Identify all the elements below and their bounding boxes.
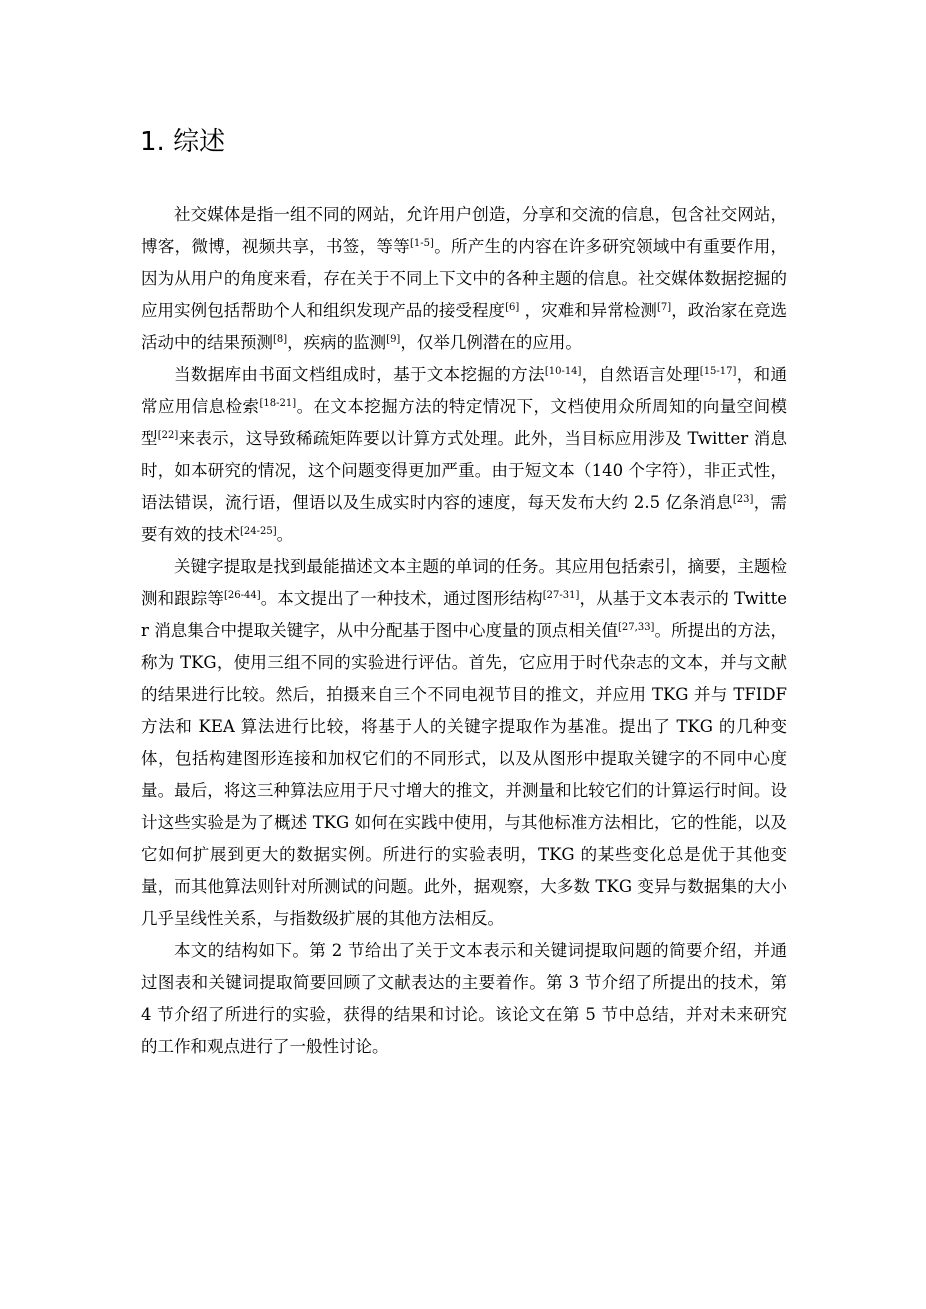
- paragraph-text: 来表示，这导致稀疏矩阵要以计算方式处理。此外，当目标应用涉及 Twitter 消息时，如本研究的情况，这个问题变得更加严重。由于短文本（140 个字符），非正式性，语法错误，流行语，俚语以及生成实时内容的速度，每天发布大约 2.5 亿条消息: [141, 429, 787, 512]
- paragraph-text: ，需要有效的技术: [141, 493, 787, 544]
- paragraph-text: ，灾难和异常检测: [519, 301, 657, 320]
- paragraph-text: ，政治家在竞选活动中的结果预测: [141, 301, 788, 352]
- section-number: 1.: [140, 127, 165, 157]
- citation-ref: [27,33]: [618, 622, 655, 633]
- citation-ref: [26-44]: [223, 590, 261, 601]
- citation-ref: [22]: [157, 430, 179, 441]
- body-text: [141, 199, 787, 1063]
- citation-ref: [23]: [732, 494, 754, 505]
- paragraph-text: 。本文提出了一种技术，通过图形结构: [260, 589, 543, 608]
- citation-ref: [7]: [656, 302, 672, 313]
- citation-ref: [6]: [505, 302, 520, 313]
- paragraph-keyword-extraction: [141, 551, 787, 935]
- paragraph-text: 本文的结构如下。第 2 节给出了关于文本表示和关键词提取问题的简要介绍，并通过图表和关键词提取简要回顾了文献表达的主要着作。第 3 节介绍了所提出的技术，第 4 节介绍了所进行的实验，获得的结果和讨论。该论文在第 5 节中总结，并对未来研究的工作和观点进行了一般性讨论。: [141, 941, 787, 1056]
- paragraph-text: 。: [276, 525, 294, 544]
- section-title: 综述: [173, 127, 226, 157]
- paragraph-text: ，疾病的监测: [287, 333, 387, 352]
- paragraph-text: 当数据库由书面文档组成时，基于文本挖掘的方法: [174, 365, 545, 384]
- paragraph-intro: [141, 199, 787, 359]
- paragraph-text: ，仅举几例潜在的应用。: [400, 333, 582, 352]
- section-heading: [140, 122, 225, 162]
- paragraph-text: 社交媒体是指一组不同的网站，允许用户创造，分享和交流的信息，包含社交网站，博客，微博，视频共享，书签，等等: [141, 205, 787, 256]
- paragraph-text: ，自然语言处理: [581, 365, 700, 384]
- citation-ref: [10-14]: [544, 366, 582, 377]
- paragraph-text: ，和通常应用信息检索: [141, 365, 788, 416]
- citation-ref: [1-5]: [410, 238, 434, 249]
- paragraph-text-mining: [141, 359, 787, 551]
- paragraph-text: 关键字提取是找到最能描述文本主题的单词的任务。其应用包括索引，摘要，主题检测和跟踪等: [141, 557, 787, 608]
- citation-ref: [18-21]: [259, 398, 297, 409]
- paragraph-text: ，从基于文本表示的 Twitter 消息集合中提取关键字，从中分配基于图中心度量的顶点相关值: [141, 589, 788, 640]
- paragraph-structure: [141, 935, 787, 1063]
- paragraph-text: 。所产生的内容在许多研究领域中有重要作用，因为从用户的角度来看，存在关于不同上下文中的各种主题的信息。社交媒体数据挖掘的应用实例包括帮助个人和组织发现产品的接受程度: [141, 237, 788, 320]
- citation-ref: [15-17]: [699, 366, 737, 377]
- paragraph-text: 。所提出的方法，称为 TKG，使用三组不同的实验进行评估。首先，它应用于时代杂志的文本，并与文献的结果进行比较。然后，拍摄来自三个不同电视节目的推文，并应用 TKG 并与 TFIDF 方法和 KEA 算法进行比较，将基于人的关键字提取作为基准。提出了 TKG 的几种变体，包括构建图形连接和加权它们的不同形式，以及从图形中提取关键字的不同中心度量。最后，将这三种算法应用于尺寸增大的推文，并测量和比较它们的计算运行时间。设计这些实验是为了概述 TKG 如何在实践中使用，与其他标准方法相比，它的性能，以及它如何扩展到更大的数据实例。所进行的实验表明，TKG 的某些变化总是优于其他变量，而其他算法则针对所测试的问题。此外，据观察，大多数 TKG 变异与数据集的大小几乎呈线性关系，与指数级扩展的其他方法相反。: [141, 621, 787, 928]
- citation-ref: [9]: [386, 334, 401, 345]
- citation-ref: [24-25]: [240, 526, 277, 537]
- citation-ref: [8]: [273, 334, 288, 345]
- citation-ref: [27-31]: [542, 590, 580, 601]
- paragraph-text: 。在文本挖掘方法的特定情况下，文档使用众所周知的向量空间模型: [141, 397, 788, 448]
